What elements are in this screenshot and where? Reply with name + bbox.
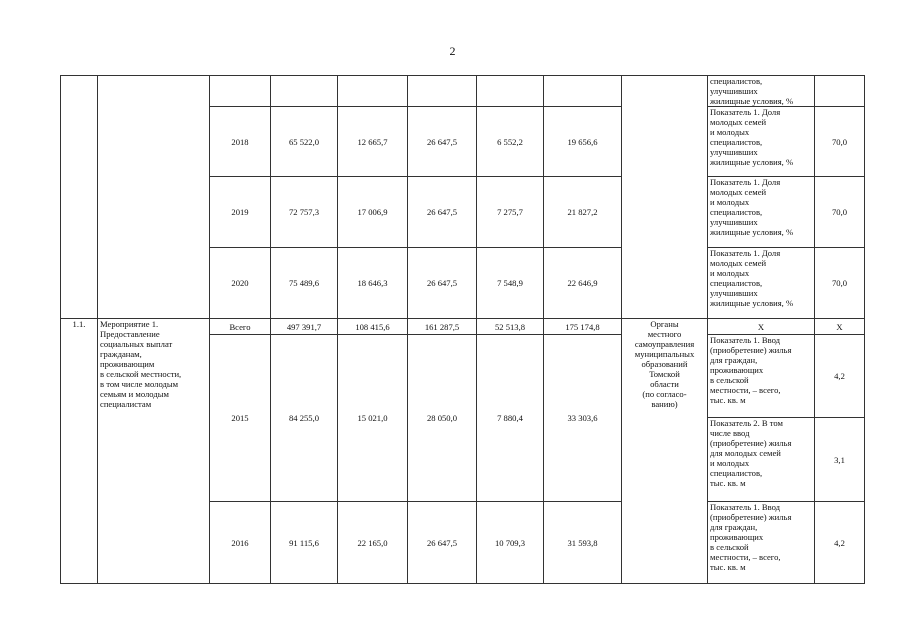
funding-cell-4 bbox=[544, 76, 622, 107]
total-cell: 84 255,0 bbox=[271, 335, 338, 502]
indicator-value-cell: 70,0 bbox=[815, 248, 865, 319]
funding-cell-3: 10 709,3 bbox=[477, 502, 544, 584]
year-cell: 2020 bbox=[210, 248, 271, 319]
funding-cell-1: 15 021,0 bbox=[338, 335, 408, 502]
indicator-value-cell: 3,1 bbox=[815, 418, 865, 502]
indicator-cell: Показатель 1. Доля молодых семей и молодых специалистов, улучшивших жилищные условия, % bbox=[708, 177, 815, 248]
name-cell-empty bbox=[98, 76, 210, 319]
funding-cell-4: 22 646,9 bbox=[544, 248, 622, 319]
funding-cell-4: 19 656,6 bbox=[544, 107, 622, 177]
indicator-cell: Показатель 1. Доля молодых семей и молодых специалистов, улучшивших жилищные условия, % bbox=[708, 107, 815, 177]
funding-cell-2: 26 647,5 bbox=[408, 177, 477, 248]
indicator-cell: Показатель 1. Доля молодых семей и молодых специалистов, улучшивших жилищные условия, % bbox=[708, 248, 815, 319]
page-number: 2 bbox=[449, 44, 456, 58]
indicator-value-cell: 70,0 bbox=[815, 107, 865, 177]
funding-cell-1: 18 646,3 bbox=[338, 248, 408, 319]
total-cell: 497 391,7 bbox=[271, 319, 338, 335]
year-cell: 2016 bbox=[210, 502, 271, 584]
measure-number-cell: 1.1. bbox=[61, 319, 98, 584]
measure-name-cell: Мероприятие 1. Предоставление социальных выплат гражданам, проживающим в сельской местности, в том числе молодым семьям и молодым специалистам bbox=[98, 319, 210, 584]
indicator-value-cell: Х bbox=[815, 319, 865, 335]
funding-cell-1: 108 415,6 bbox=[338, 319, 408, 335]
executor-cell-empty bbox=[622, 76, 708, 319]
funding-cell-1 bbox=[338, 76, 408, 107]
funding-cell-4: 33 303,6 bbox=[544, 335, 622, 502]
year-cell: 2019 bbox=[210, 177, 271, 248]
funding-cell-3: 7 880,4 bbox=[477, 335, 544, 502]
indicator-value-cell: 70,0 bbox=[815, 177, 865, 248]
indicator-cell: Показатель 1. Ввод (приобретение) жилья для граждан, проживающих в сельской местности, – всего, тыс. кв. м bbox=[708, 335, 815, 418]
number-cell-empty bbox=[61, 76, 98, 319]
total-cell: 72 757,3 bbox=[271, 177, 338, 248]
indicator-value-cell: 4,2 bbox=[815, 335, 865, 418]
total-cell bbox=[271, 76, 338, 107]
program-table bbox=[60, 75, 865, 584]
funding-cell-2: 26 647,5 bbox=[408, 248, 477, 319]
indicator-cell: Х bbox=[708, 319, 815, 335]
funding-cell-4: 31 593,8 bbox=[544, 502, 622, 584]
total-cell: 75 489,6 bbox=[271, 248, 338, 319]
executor-cell: Органы местного самоуправления муниципальных образований Томской области (по согласо- ванию) bbox=[622, 319, 708, 584]
funding-cell-2: 26 647,5 bbox=[408, 107, 477, 177]
indicator-value-cell: 4,2 bbox=[815, 502, 865, 584]
indicator-cell: специалистов, улучшивших жилищные условия, % bbox=[708, 76, 815, 107]
indicator-cell: Показатель 1. Ввод (приобретение) жилья для граждан, проживающих в сельской местности, – всего, тыс. кв. м bbox=[708, 502, 815, 584]
funding-cell-3 bbox=[477, 76, 544, 107]
year-cell: 2018 bbox=[210, 107, 271, 177]
table-row bbox=[61, 76, 865, 107]
funding-cell-2 bbox=[408, 76, 477, 107]
indicator-cell: Показатель 2. В том числе ввод (приобретение) жилья для молодых семей и молодых специалистов, тыс. кв. м bbox=[708, 418, 815, 502]
funding-cell-1: 22 165,0 bbox=[338, 502, 408, 584]
funding-cell-4: 21 827,2 bbox=[544, 177, 622, 248]
funding-cell-2: 26 647,5 bbox=[408, 502, 477, 584]
funding-cell-3: 6 552,2 bbox=[477, 107, 544, 177]
funding-cell-3: 52 513,8 bbox=[477, 319, 544, 335]
funding-cell-3: 7 275,7 bbox=[477, 177, 544, 248]
funding-cell-1: 17 006,9 bbox=[338, 177, 408, 248]
year-cell: 2015 bbox=[210, 335, 271, 502]
total-cell: 91 115,6 bbox=[271, 502, 338, 584]
table-row bbox=[61, 319, 865, 335]
funding-cell-4: 175 174,8 bbox=[544, 319, 622, 335]
funding-cell-2: 161 287,5 bbox=[408, 319, 477, 335]
funding-cell-3: 7 548,9 bbox=[477, 248, 544, 319]
year-cell: Всего bbox=[210, 319, 271, 335]
total-cell: 65 522,0 bbox=[271, 107, 338, 177]
year-cell bbox=[210, 76, 271, 107]
funding-cell-2: 28 050,0 bbox=[408, 335, 477, 502]
funding-cell-1: 12 665,7 bbox=[338, 107, 408, 177]
indicator-value-cell bbox=[815, 76, 865, 107]
